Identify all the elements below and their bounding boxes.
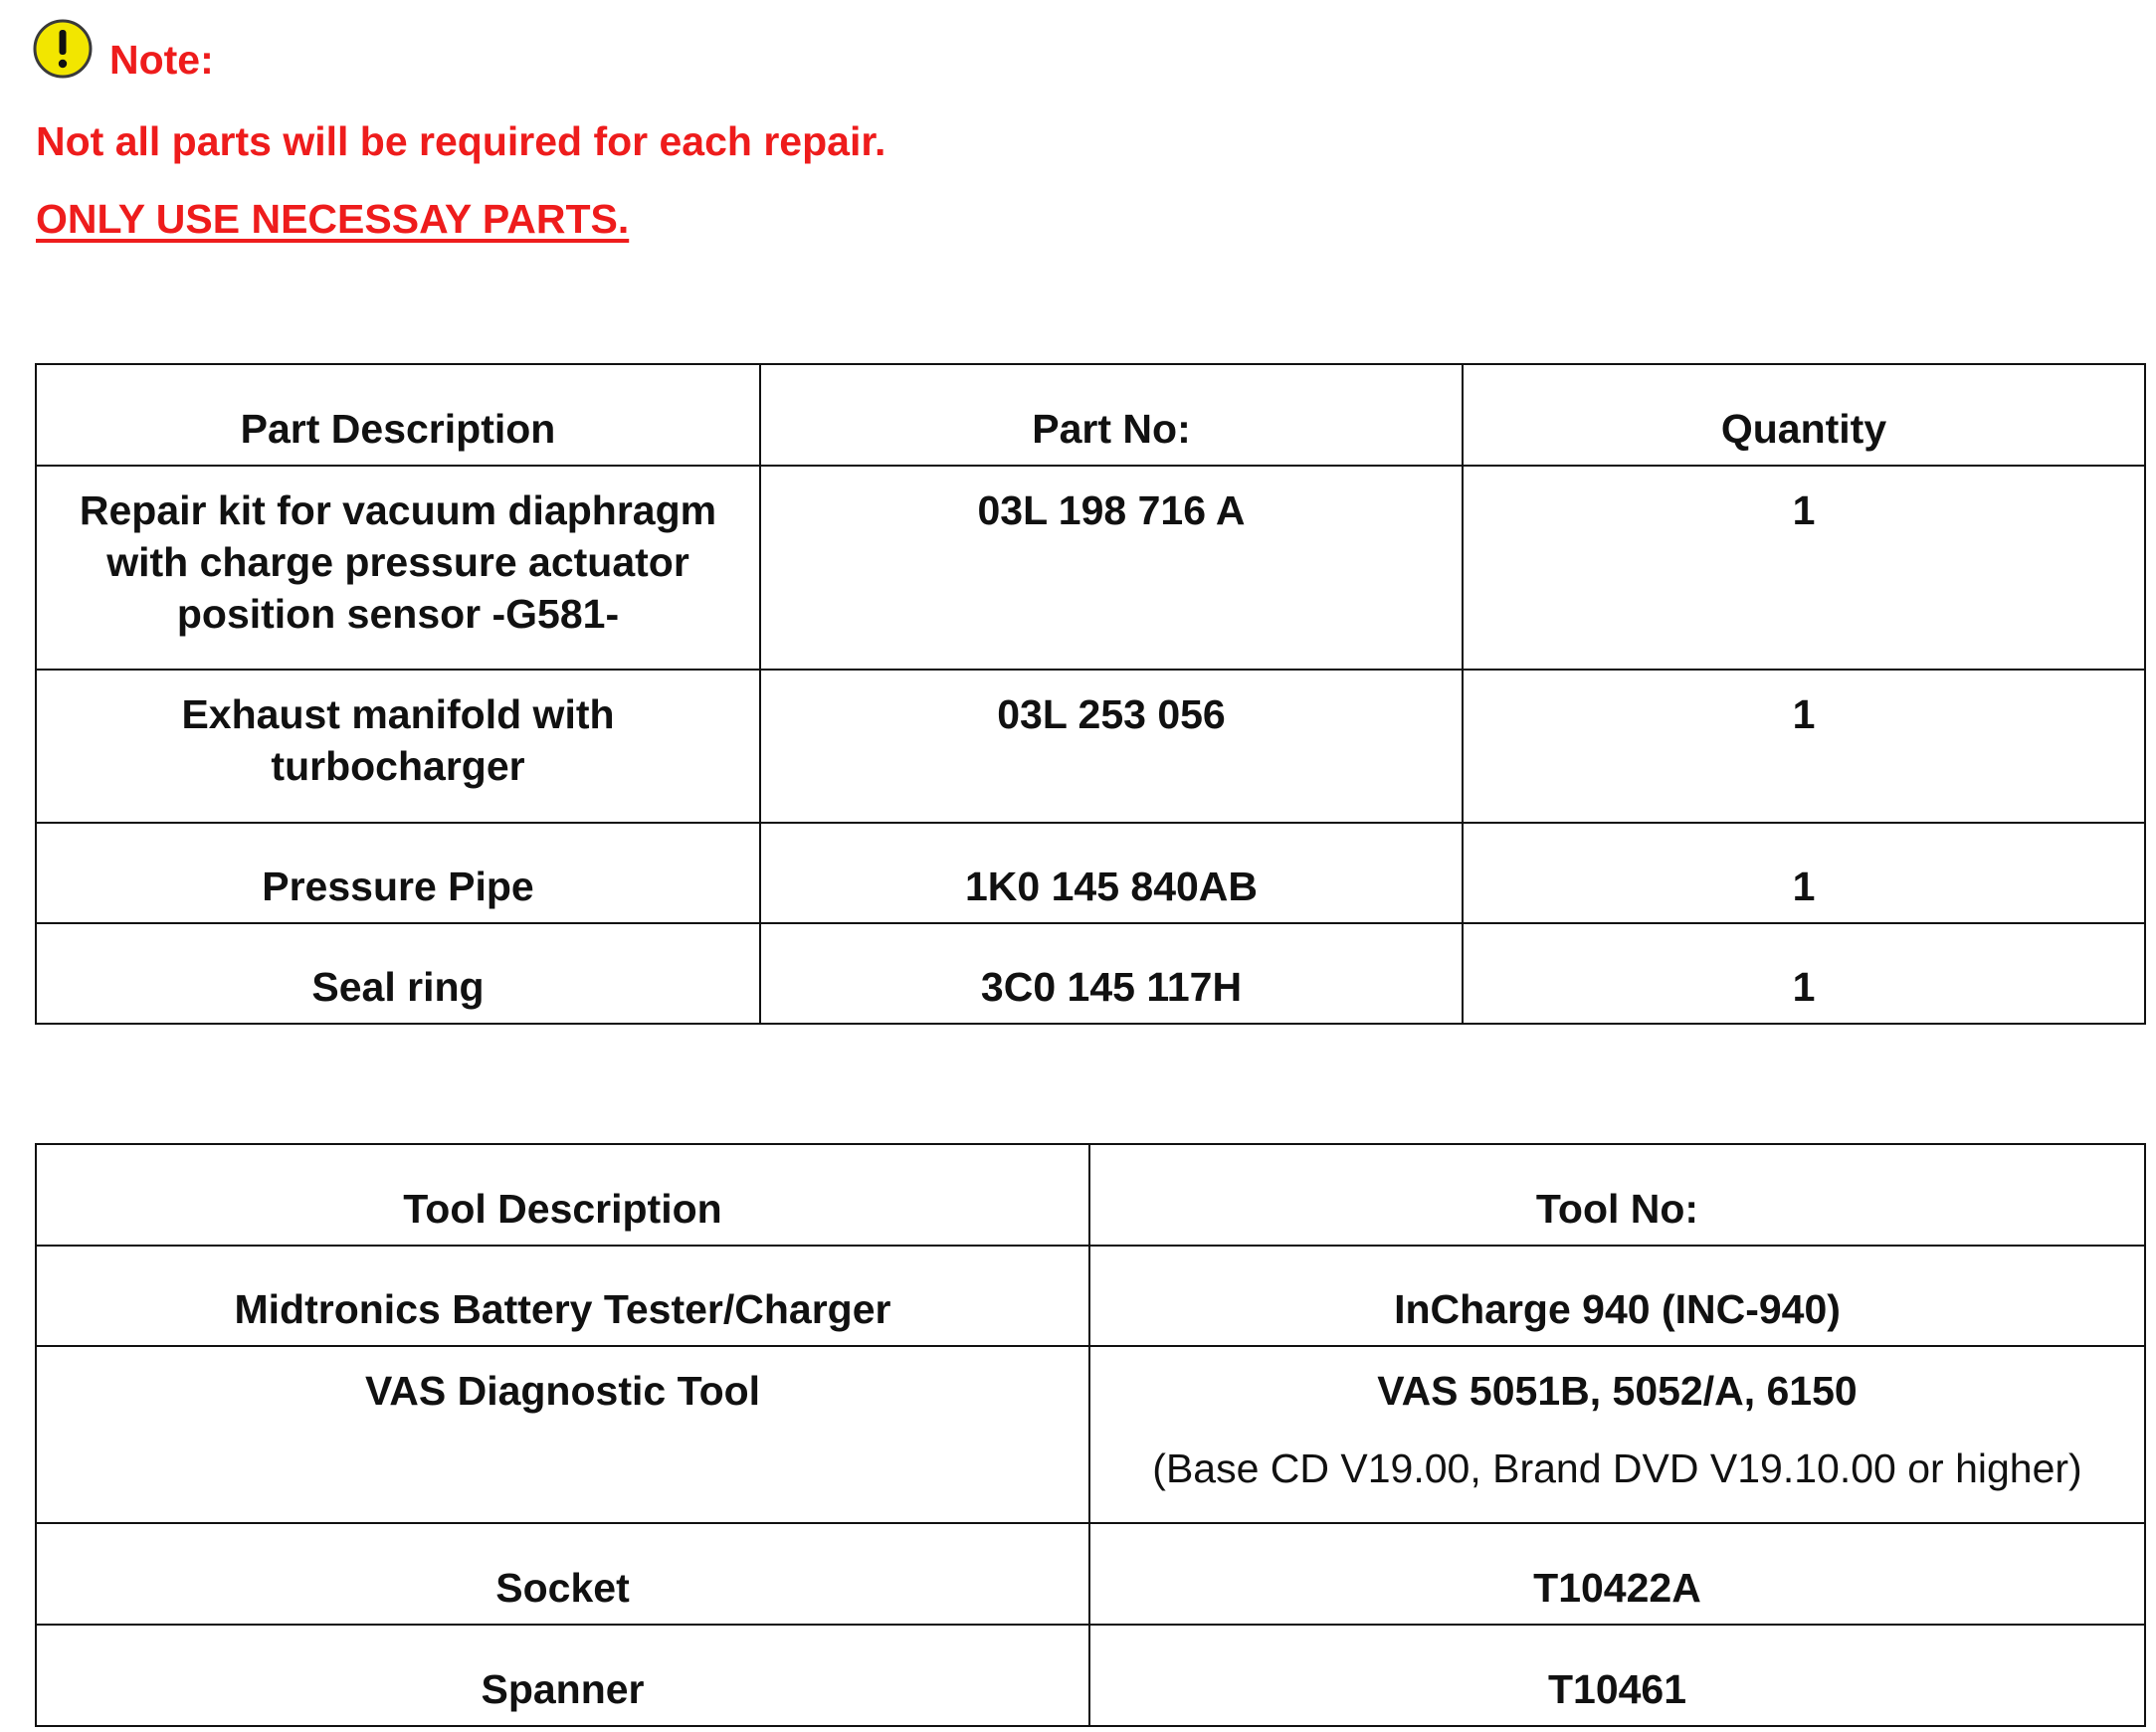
header-quantity: Quantity — [1463, 364, 2145, 466]
parts-table — [35, 363, 2146, 1025]
note-warning-text: Not all parts will be required for each repair. — [36, 118, 886, 164]
tool-description: Midtronics Battery Tester/Charger — [36, 1246, 1089, 1346]
part-number: 3C0 145 117H — [760, 923, 1463, 1024]
part-number: 03L 198 716 A — [760, 466, 1463, 670]
table-row — [36, 1346, 2145, 1523]
tools-table-header-row — [36, 1144, 2145, 1246]
note-emphasis-text: ONLY USE NECESSAY PARTS. — [36, 196, 630, 242]
header-part-no: Part No: — [760, 364, 1463, 466]
part-description: Pressure Pipe — [36, 823, 760, 923]
tool-number: T10422A — [1089, 1523, 2145, 1625]
header-tool-no: Tool No: — [1089, 1144, 2145, 1246]
table-row — [36, 1625, 2145, 1726]
tool-number: InCharge 940 (INC-940) — [1089, 1246, 2145, 1346]
part-number: 1K0 145 840AB — [760, 823, 1463, 923]
part-number: 03L 253 056 — [760, 670, 1463, 823]
tools-table — [35, 1143, 2146, 1727]
parts-table-header-row — [36, 364, 2145, 466]
note-label: Note: — [109, 37, 214, 83]
table-row — [36, 466, 2145, 670]
tool-description: Socket — [36, 1523, 1089, 1625]
part-quantity: 1 — [1463, 823, 2145, 923]
header-tool-description: Tool Description — [36, 1144, 1089, 1246]
tool-number: T10461 — [1089, 1625, 2145, 1726]
part-quantity: 1 — [1463, 923, 2145, 1024]
table-row — [36, 1246, 2145, 1346]
tool-number: VAS 5051B, 5052/A, 6150 — [1377, 1368, 1858, 1414]
exclamation-circle-icon — [32, 18, 94, 80]
tool-number-cell — [1089, 1346, 2145, 1523]
table-row — [36, 670, 2145, 823]
part-description: Seal ring — [36, 923, 760, 1024]
tool-description: Spanner — [36, 1625, 1089, 1726]
part-description: Repair kit for vacuum diaphragm with charge pressure actuator position sensor -G581- — [36, 466, 760, 670]
table-row — [36, 923, 2145, 1024]
header-part-description: Part Description — [36, 364, 760, 466]
part-quantity: 1 — [1463, 670, 2145, 823]
part-quantity: 1 — [1463, 466, 2145, 670]
table-row — [36, 823, 2145, 923]
table-row — [36, 1523, 2145, 1625]
part-description: Exhaust manifold with turbocharger — [36, 670, 760, 823]
tool-description: VAS Diagnostic Tool — [36, 1346, 1089, 1523]
tool-version-note: (Base CD V19.00, Brand DVD V19.10.00 or higher) — [1152, 1445, 2082, 1491]
